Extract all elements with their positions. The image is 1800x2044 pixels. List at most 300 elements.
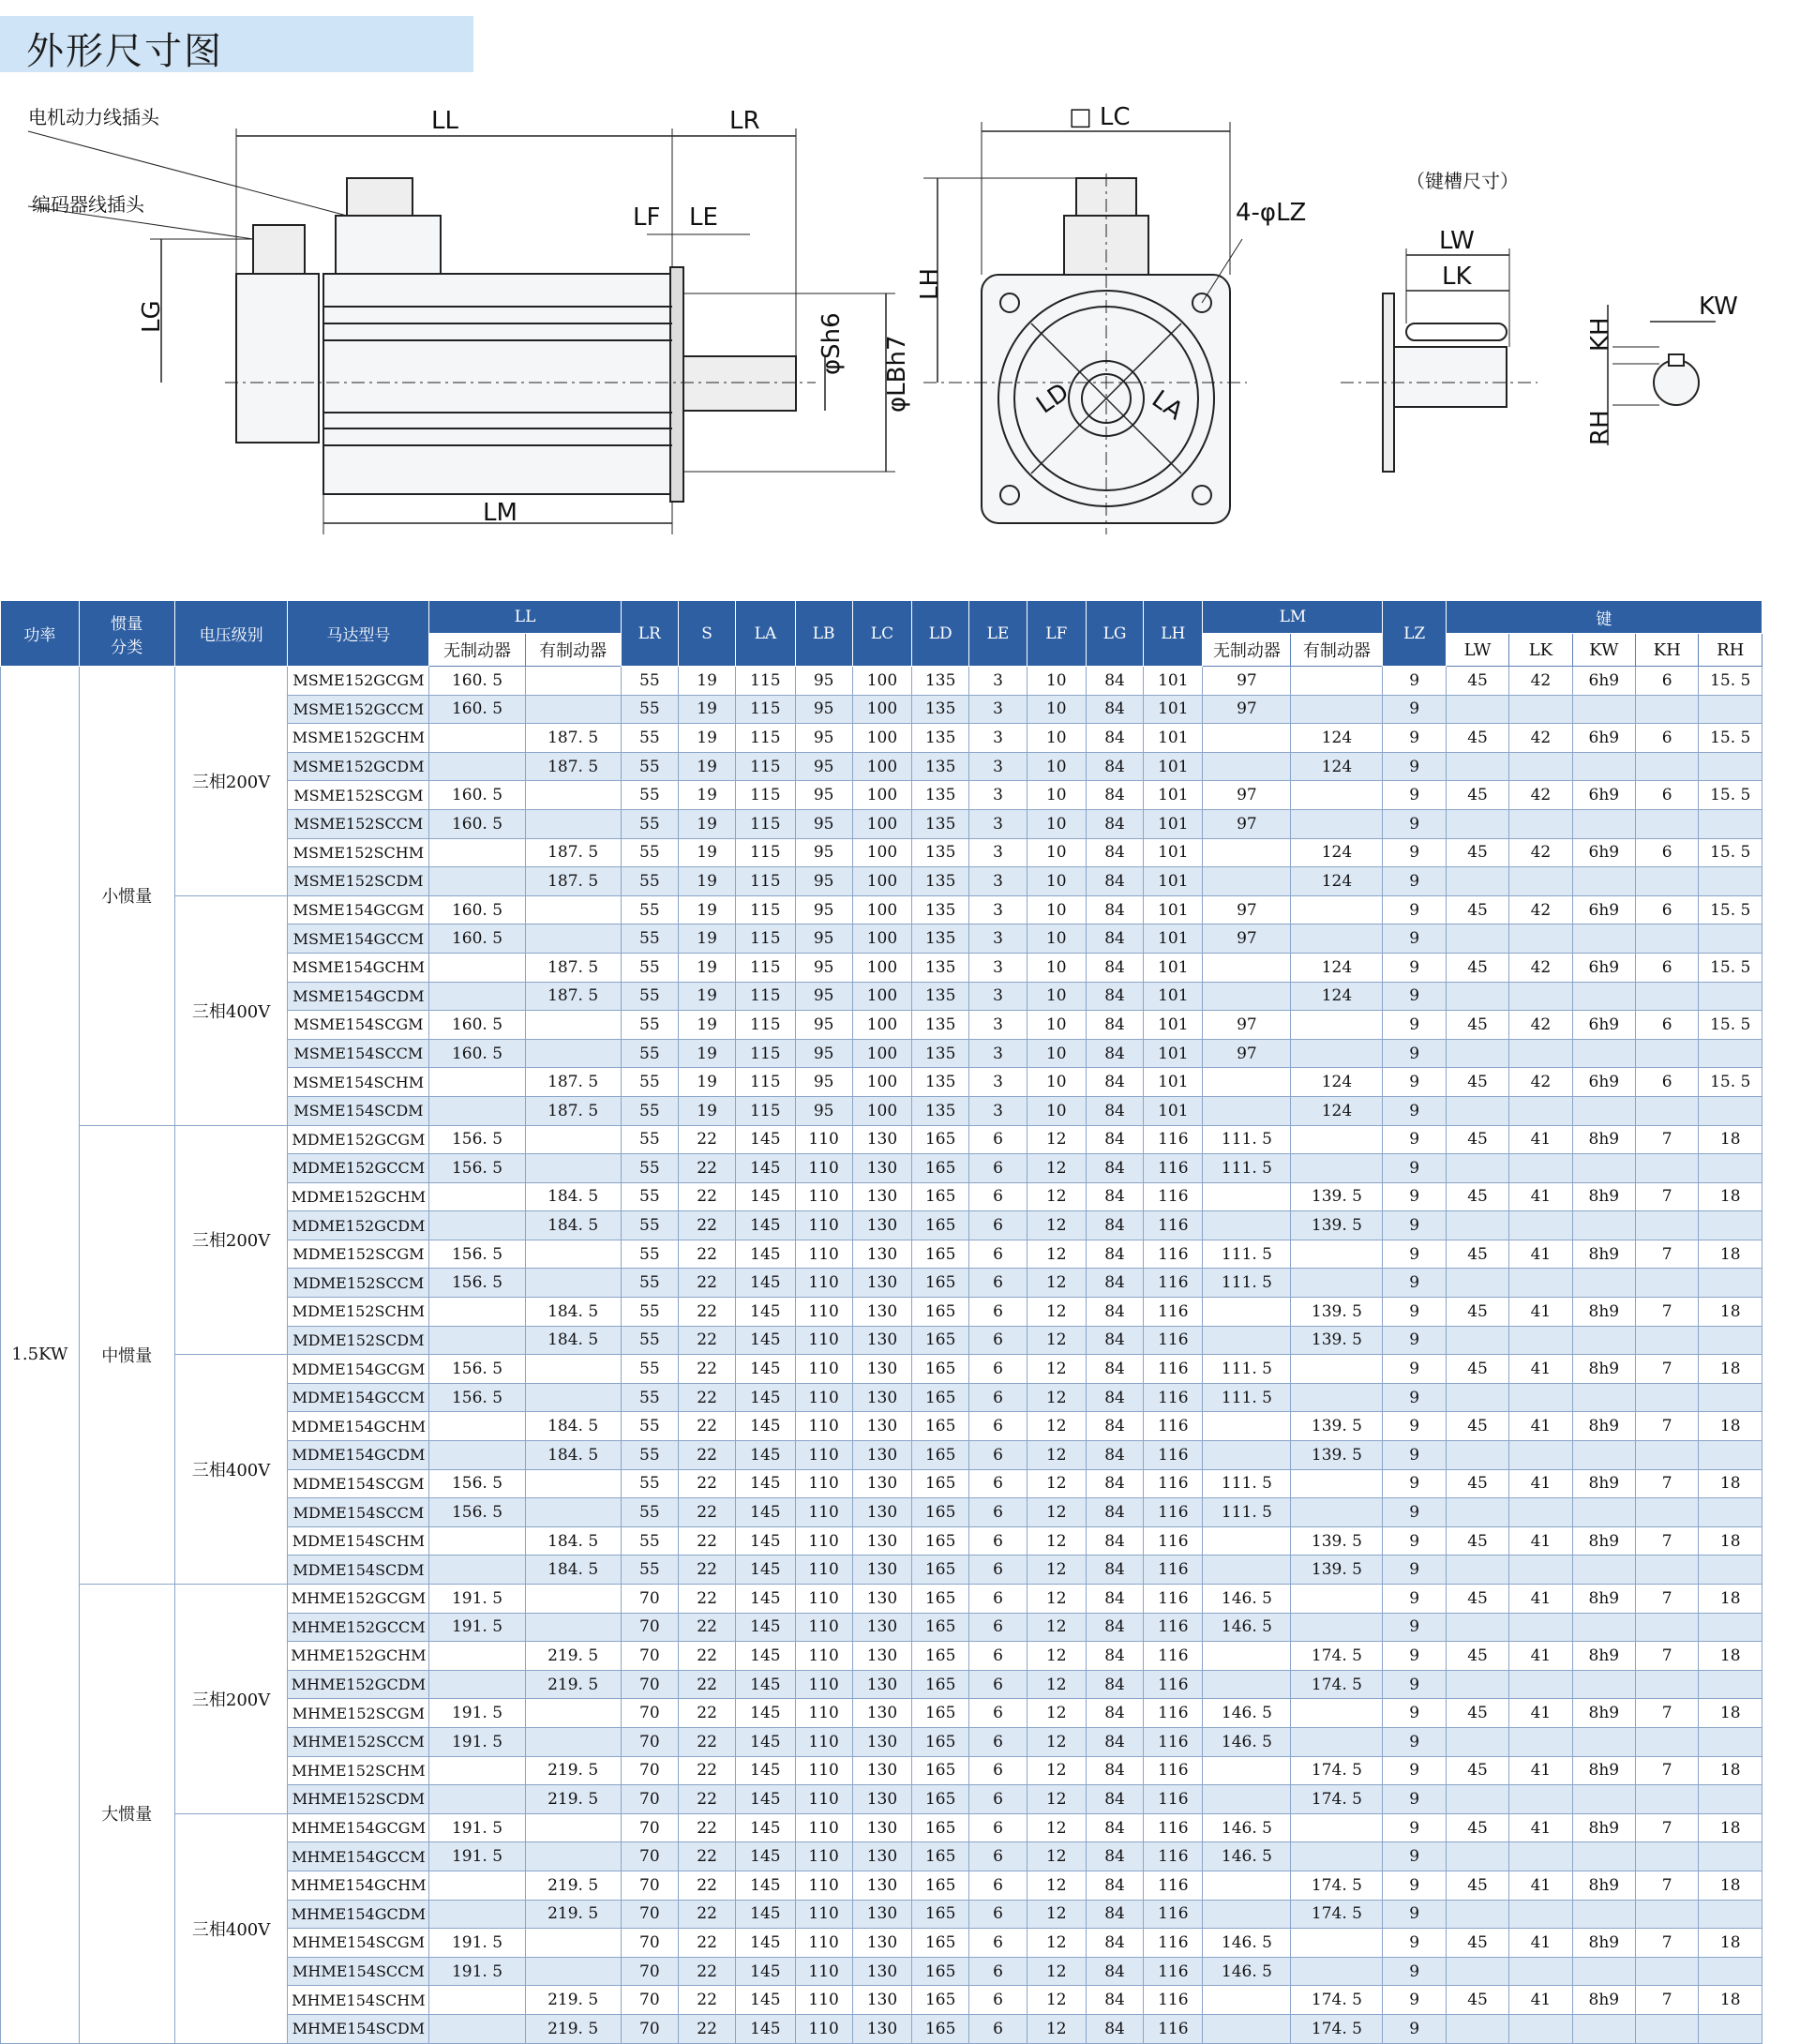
cell-lg: 84 <box>1086 982 1143 1011</box>
lm-no-brake-cell <box>1203 1556 1291 1585</box>
table-row <box>1 1125 1762 1154</box>
key-lk-cell <box>1509 1383 1572 1412</box>
cell-lz: 9 <box>1383 1613 1446 1642</box>
cell-lf: 12 <box>1027 2014 1086 2043</box>
cell-lh: 116 <box>1144 1298 1203 1327</box>
ll-with-brake-cell: 187. 5 <box>525 982 621 1011</box>
model-cell: MHME154GCDM <box>288 1900 429 1929</box>
key-lw-cell <box>1446 1211 1508 1240</box>
cell-lr: 70 <box>621 1957 678 1986</box>
lm-no-brake-cell: 111. 5 <box>1203 1269 1291 1298</box>
cell-lh: 116 <box>1144 1326 1203 1355</box>
cell-la: 145 <box>736 1929 795 1958</box>
cell-ld: 165 <box>912 1900 969 1929</box>
model-cell: MSME154GCHM <box>288 953 429 982</box>
cell-s: 19 <box>678 982 735 1011</box>
cell-lf: 10 <box>1027 724 1086 753</box>
cell-lg: 84 <box>1086 1900 1143 1929</box>
cell-la: 115 <box>736 781 795 810</box>
encoder-plug-callout: 编码器线插头 <box>32 193 144 216</box>
key-lk-cell: 41 <box>1509 1526 1572 1556</box>
key-lw-cell: 45 <box>1446 895 1508 924</box>
cell-la: 145 <box>736 1900 795 1929</box>
cell-lh: 116 <box>1144 1986 1203 2015</box>
cell-lc: 130 <box>852 1929 911 1958</box>
col-LZ: LZ <box>1383 601 1446 667</box>
cell-lr: 55 <box>621 781 678 810</box>
cell-lc: 100 <box>852 752 911 781</box>
cell-lh: 116 <box>1144 1182 1203 1211</box>
key-kw-cell: 8h9 <box>1572 1469 1635 1498</box>
cell-lc: 100 <box>852 924 911 954</box>
cell-lr: 55 <box>621 1125 678 1154</box>
ll-no-brake-cell <box>429 1900 525 1929</box>
ll-with-brake-cell <box>525 1355 621 1384</box>
cell-ld: 165 <box>912 1182 969 1211</box>
lm-with-brake-cell <box>1291 895 1383 924</box>
key-kh-cell <box>1636 1842 1699 1871</box>
lm-with-brake-cell <box>1291 1813 1383 1842</box>
key-lk-cell <box>1509 1154 1572 1183</box>
cell-lz: 9 <box>1383 2014 1446 2043</box>
cell-ld: 165 <box>912 1211 969 1240</box>
lm-with-brake-cell <box>1291 1957 1383 1986</box>
cell-lb: 110 <box>795 1585 852 1614</box>
key-kh-cell <box>1636 1670 1699 1699</box>
cell-lz: 9 <box>1383 1441 1446 1470</box>
power-plug-callout: 电机动力线插头 <box>28 106 159 128</box>
lm-with-brake-cell: 124 <box>1291 953 1383 982</box>
cell-ld: 165 <box>912 1125 969 1154</box>
cell-lr: 70 <box>621 1756 678 1785</box>
key-kh-cell: 7 <box>1636 1526 1699 1556</box>
table-row <box>1 667 1762 696</box>
model-cell: MHME152SCHM <box>288 1756 429 1785</box>
cell-ld: 135 <box>912 867 969 896</box>
cell-lr: 70 <box>621 1613 678 1642</box>
key-rh-cell: 18 <box>1699 1585 1762 1614</box>
key-kh-cell: 7 <box>1636 1125 1699 1154</box>
key-rh-cell: 18 <box>1699 1871 1762 1900</box>
lm-with-brake-cell: 139. 5 <box>1291 1556 1383 1585</box>
key-lw-cell <box>1446 1383 1508 1412</box>
lm-with-brake-cell <box>1291 1269 1383 1298</box>
cell-lf: 12 <box>1027 1269 1086 1298</box>
cell-lz: 9 <box>1383 895 1446 924</box>
cell-lr: 55 <box>621 1240 678 1269</box>
cell-lz: 9 <box>1383 1498 1446 1527</box>
model-cell: MSME152GCDM <box>288 752 429 781</box>
cell-ld: 165 <box>912 1498 969 1527</box>
cell-s: 22 <box>678 1383 735 1412</box>
cell-s: 19 <box>678 1039 735 1068</box>
key-lw-cell: 45 <box>1446 1986 1508 2015</box>
cell-le: 3 <box>969 1068 1027 1097</box>
key-lk-cell: 41 <box>1509 1756 1572 1785</box>
key-rh-cell: 15. 5 <box>1699 1011 1762 1040</box>
key-kw-cell <box>1572 1670 1635 1699</box>
cell-ld: 165 <box>912 1756 969 1785</box>
cell-lf: 12 <box>1027 1556 1086 1585</box>
key-lw-cell: 45 <box>1446 1642 1508 1671</box>
lm-with-brake-cell <box>1291 1842 1383 1871</box>
cell-lh: 101 <box>1144 1039 1203 1068</box>
cell-lc: 130 <box>852 1556 911 1585</box>
lm-no-brake-cell <box>1203 2014 1291 2043</box>
cell-la: 145 <box>736 1585 795 1614</box>
cell-lg: 84 <box>1086 1556 1143 1585</box>
key-kw-cell <box>1572 1842 1635 1871</box>
cell-lz: 9 <box>1383 1068 1446 1097</box>
cell-lc: 100 <box>852 781 911 810</box>
cell-ld: 135 <box>912 695 969 724</box>
lm-with-brake-cell <box>1291 1039 1383 1068</box>
cell-lh: 116 <box>1144 1269 1203 1298</box>
voltage-cell: 三相400V <box>174 1355 287 1585</box>
lm-with-brake-cell: 174. 5 <box>1291 1986 1383 2015</box>
cell-lf: 12 <box>1027 1125 1086 1154</box>
cell-le: 6 <box>969 1613 1027 1642</box>
cell-lh: 101 <box>1144 667 1203 696</box>
cell-lg: 84 <box>1086 1469 1143 1498</box>
cell-lg: 84 <box>1086 781 1143 810</box>
cell-lf: 12 <box>1027 1929 1086 1958</box>
model-cell: MHME154SCDM <box>288 2014 429 2043</box>
key-kh-cell: 7 <box>1636 1756 1699 1785</box>
cell-le: 6 <box>969 1585 1027 1614</box>
cell-le: 3 <box>969 724 1027 753</box>
key-lw-cell <box>1446 1785 1508 1814</box>
cell-lg: 84 <box>1086 1642 1143 1671</box>
table-row <box>1 895 1762 924</box>
cell-lf: 10 <box>1027 1068 1086 1097</box>
cell-lf: 12 <box>1027 1756 1086 1785</box>
cell-lz: 9 <box>1383 1556 1446 1585</box>
ll-no-brake-cell: 191. 5 <box>429 1585 525 1614</box>
cell-lb: 95 <box>795 752 852 781</box>
key-kw-cell <box>1572 1957 1635 1986</box>
key-lk-cell <box>1509 752 1572 781</box>
cell-lc: 100 <box>852 809 911 838</box>
cell-ld: 165 <box>912 1813 969 1842</box>
cell-le: 3 <box>969 752 1027 781</box>
ll-with-brake-cell <box>525 1727 621 1756</box>
key-lw-cell <box>1446 867 1508 896</box>
cell-lg: 84 <box>1086 667 1143 696</box>
key-kw-cell <box>1572 1441 1635 1470</box>
cell-lc: 100 <box>852 867 911 896</box>
ll-no-brake-cell <box>429 1096 525 1125</box>
key-lk-cell <box>1509 1211 1572 1240</box>
cell-lb: 110 <box>795 1355 852 1384</box>
cell-lr: 70 <box>621 1585 678 1614</box>
key-rh-cell: 18 <box>1699 1756 1762 1785</box>
cell-lf: 10 <box>1027 867 1086 896</box>
cell-lc: 130 <box>852 2014 911 2043</box>
lm-no-brake-cell <box>1203 867 1291 896</box>
cell-lc: 100 <box>852 695 911 724</box>
cell-ld: 135 <box>912 1068 969 1097</box>
key-lk-cell <box>1509 1785 1572 1814</box>
ll-with-brake-cell: 219. 5 <box>525 1986 621 2015</box>
cell-lb: 95 <box>795 838 852 867</box>
model-cell: MSME152SCHM <box>288 838 429 867</box>
key-kh-cell: 7 <box>1636 1642 1699 1671</box>
key-kw-cell: 8h9 <box>1572 1813 1635 1842</box>
key-lk-cell: 42 <box>1509 781 1572 810</box>
key-lk-cell <box>1509 1441 1572 1470</box>
key-lk-cell <box>1509 2014 1572 2043</box>
cell-ld: 165 <box>912 1154 969 1183</box>
cell-lg: 84 <box>1086 1957 1143 1986</box>
ll-with-brake-cell: 184. 5 <box>525 1556 621 1585</box>
cell-la: 145 <box>736 1871 795 1900</box>
ll-no-brake-cell: 156. 5 <box>429 1125 525 1154</box>
key-kw-cell: 6h9 <box>1572 781 1635 810</box>
ll-with-brake-cell: 187. 5 <box>525 867 621 896</box>
ll-no-brake-cell: 156. 5 <box>429 1269 525 1298</box>
cell-lh: 101 <box>1144 1096 1203 1125</box>
ll-no-brake-cell <box>429 1298 525 1327</box>
key-kw-cell <box>1572 1498 1635 1527</box>
dim-LD: LD <box>1031 378 1074 420</box>
dim-Sh6: φSh6 <box>818 312 846 375</box>
col-LB: LB <box>795 601 852 667</box>
key-lw-cell: 45 <box>1446 1756 1508 1785</box>
cell-lg: 84 <box>1086 1785 1143 1814</box>
ll-no-brake-cell <box>429 867 525 896</box>
cell-lf: 12 <box>1027 1699 1086 1728</box>
cell-lc: 130 <box>852 1699 911 1728</box>
ll-no-brake-cell: 156. 5 <box>429 1355 525 1384</box>
key-lk-cell <box>1509 1096 1572 1125</box>
dim-LM: LM <box>483 499 518 527</box>
cell-lh: 116 <box>1144 1526 1203 1556</box>
key-kw-cell <box>1572 924 1635 954</box>
cell-s: 22 <box>678 1986 735 2015</box>
dim-LH: LH <box>916 267 944 300</box>
cell-la: 115 <box>736 953 795 982</box>
ll-with-brake-cell <box>525 1240 621 1269</box>
lm-no-brake-cell: 146. 5 <box>1203 1727 1291 1756</box>
voltage-cell: 三相200V <box>174 667 287 896</box>
cell-lb: 110 <box>795 1756 852 1785</box>
key-rh-cell: 18 <box>1699 1298 1762 1327</box>
key-rh-cell: 18 <box>1699 1412 1762 1441</box>
cell-lf: 12 <box>1027 1412 1086 1441</box>
cell-la: 145 <box>736 1498 795 1527</box>
cell-lz: 9 <box>1383 1526 1446 1556</box>
cell-lb: 95 <box>795 695 852 724</box>
cell-lb: 95 <box>795 724 852 753</box>
cell-lz: 9 <box>1383 1585 1446 1614</box>
cell-lh: 101 <box>1144 982 1203 1011</box>
key-kh-cell: 7 <box>1636 1298 1699 1327</box>
key-lk-cell: 41 <box>1509 1585 1572 1614</box>
dimension-table-wrapper <box>0 600 1762 2044</box>
key-kw-cell: 8h9 <box>1572 1871 1635 1900</box>
cell-lc: 130 <box>852 1785 911 1814</box>
cell-lb: 110 <box>795 1441 852 1470</box>
cell-la: 115 <box>736 1039 795 1068</box>
cell-lz: 9 <box>1383 1642 1446 1671</box>
cell-lr: 70 <box>621 1813 678 1842</box>
cell-la: 145 <box>736 1125 795 1154</box>
ll-with-brake-cell <box>525 1469 621 1498</box>
key-lk-cell: 41 <box>1509 1125 1572 1154</box>
key-kw-cell <box>1572 1613 1635 1642</box>
cell-la: 145 <box>736 1412 795 1441</box>
lm-with-brake-cell: 139. 5 <box>1291 1326 1383 1355</box>
key-lk-cell: 41 <box>1509 1469 1572 1498</box>
cell-lb: 110 <box>795 1929 852 1958</box>
col-KW: KW <box>1572 634 1635 667</box>
model-cell: MHME152SCDM <box>288 1785 429 1814</box>
cell-le: 6 <box>969 1355 1027 1384</box>
cell-lf: 12 <box>1027 1240 1086 1269</box>
model-cell: MDME154GCHM <box>288 1412 429 1441</box>
cell-ld: 165 <box>912 1240 969 1269</box>
cell-lc: 130 <box>852 1383 911 1412</box>
cell-lf: 10 <box>1027 1039 1086 1068</box>
lm-with-brake-cell <box>1291 1727 1383 1756</box>
cell-lr: 70 <box>621 1929 678 1958</box>
cell-lh: 116 <box>1144 1842 1203 1871</box>
key-kh-cell: 6 <box>1636 953 1699 982</box>
key-rh-cell: 18 <box>1699 1469 1762 1498</box>
key-rh-cell <box>1699 695 1762 724</box>
key-kh-cell: 6 <box>1636 724 1699 753</box>
dim-LG: LG <box>138 300 166 333</box>
cell-lg: 84 <box>1086 1813 1143 1842</box>
cell-lb: 95 <box>795 953 852 982</box>
cell-la: 145 <box>736 1986 795 2015</box>
key-kw-cell <box>1572 2014 1635 2043</box>
cell-le: 3 <box>969 1096 1027 1125</box>
key-kh-cell: 6 <box>1636 1011 1699 1040</box>
key-lk-cell: 42 <box>1509 667 1572 696</box>
ll-no-brake-cell <box>429 1441 525 1470</box>
key-kh-cell <box>1636 1727 1699 1756</box>
cell-lr: 55 <box>621 895 678 924</box>
cell-lr: 55 <box>621 1412 678 1441</box>
ll-with-brake-cell: 184. 5 <box>525 1326 621 1355</box>
cell-lb: 110 <box>795 1469 852 1498</box>
dim-LC: □ LC <box>1069 103 1131 131</box>
cell-lh: 116 <box>1144 1412 1203 1441</box>
dim-LR: LR <box>729 107 760 135</box>
lm-no-brake-cell: 97 <box>1203 1039 1291 1068</box>
model-cell: MHME154GCCM <box>288 1842 429 1871</box>
dim-KW: KW <box>1699 293 1738 321</box>
cell-lz: 9 <box>1383 1813 1446 1842</box>
cell-lr: 55 <box>621 1211 678 1240</box>
key-lw-cell <box>1446 1842 1508 1871</box>
key-rh-cell: 15. 5 <box>1699 667 1762 696</box>
ll-no-brake-cell: 160. 5 <box>429 1011 525 1040</box>
lm-no-brake-cell: 111. 5 <box>1203 1355 1291 1384</box>
cell-lf: 12 <box>1027 1585 1086 1614</box>
key-rh-cell: 15. 5 <box>1699 953 1762 982</box>
cell-la: 115 <box>736 1096 795 1125</box>
lm-with-brake-cell: 174. 5 <box>1291 1871 1383 1900</box>
keyway-note: （键槽尺寸） <box>1406 170 1519 192</box>
cell-lz: 9 <box>1383 953 1446 982</box>
cell-lf: 12 <box>1027 1355 1086 1384</box>
cell-lr: 55 <box>621 982 678 1011</box>
cell-lf: 10 <box>1027 924 1086 954</box>
col-LF: LF <box>1027 601 1086 667</box>
key-rh-cell: 18 <box>1699 1526 1762 1556</box>
cell-s: 22 <box>678 1154 735 1183</box>
ll-with-brake-cell: 219. 5 <box>525 2014 621 2043</box>
key-lk-cell: 42 <box>1509 724 1572 753</box>
ll-with-brake-cell: 219. 5 <box>525 1871 621 1900</box>
cell-lb: 95 <box>795 667 852 696</box>
cell-s: 19 <box>678 667 735 696</box>
model-cell: MHME152GCDM <box>288 1670 429 1699</box>
key-kw-cell <box>1572 1727 1635 1756</box>
cell-lb: 110 <box>795 1556 852 1585</box>
ll-with-brake-cell <box>525 1813 621 1842</box>
cell-le: 6 <box>969 1556 1027 1585</box>
ll-no-brake-cell <box>429 1785 525 1814</box>
cell-lh: 116 <box>1144 1785 1203 1814</box>
model-cell: MHME152GCHM <box>288 1642 429 1671</box>
cell-le: 3 <box>969 953 1027 982</box>
cell-lb: 110 <box>795 1670 852 1699</box>
cell-lz: 9 <box>1383 809 1446 838</box>
col-inertia: 惯量 分类 <box>79 601 174 667</box>
cell-lc: 100 <box>852 838 911 867</box>
ll-no-brake-cell: 160. 5 <box>429 781 525 810</box>
key-lw-cell <box>1446 1441 1508 1470</box>
dim-LL: LL <box>431 107 458 135</box>
cell-ld: 135 <box>912 809 969 838</box>
key-lw-cell <box>1446 1613 1508 1642</box>
cell-la: 145 <box>736 1355 795 1384</box>
cell-lh: 116 <box>1144 1469 1203 1498</box>
ll-with-brake-cell: 187. 5 <box>525 1096 621 1125</box>
ll-with-brake-cell <box>525 1011 621 1040</box>
cell-lg: 84 <box>1086 1211 1143 1240</box>
voltage-cell: 三相400V <box>174 895 287 1125</box>
key-lw-cell: 45 <box>1446 1298 1508 1327</box>
key-kh-cell <box>1636 924 1699 954</box>
key-kh-cell: 6 <box>1636 895 1699 924</box>
cell-s: 22 <box>678 1670 735 1699</box>
lm-with-brake-cell: 174. 5 <box>1291 1756 1383 1785</box>
cell-ld: 165 <box>912 1642 969 1671</box>
key-rh-cell: 15. 5 <box>1699 724 1762 753</box>
cell-le: 6 <box>969 1929 1027 1958</box>
cell-ld: 135 <box>912 1096 969 1125</box>
key-kh-cell <box>1636 1383 1699 1412</box>
key-kw-cell: 8h9 <box>1572 1929 1635 1958</box>
cell-la: 115 <box>736 1068 795 1097</box>
cell-lg: 84 <box>1086 724 1143 753</box>
cell-ld: 165 <box>912 1613 969 1642</box>
lm-with-brake-cell <box>1291 1613 1383 1642</box>
col-power: 功率 <box>1 601 80 667</box>
key-kw-cell: 8h9 <box>1572 1642 1635 1671</box>
model-cell: MDME154GCCM <box>288 1383 429 1412</box>
lm-no-brake-cell <box>1203 1068 1291 1097</box>
cell-lh: 101 <box>1144 1011 1203 1040</box>
lm-with-brake-cell <box>1291 1585 1383 1614</box>
cell-s: 22 <box>678 1785 735 1814</box>
cell-s: 22 <box>678 1269 735 1298</box>
